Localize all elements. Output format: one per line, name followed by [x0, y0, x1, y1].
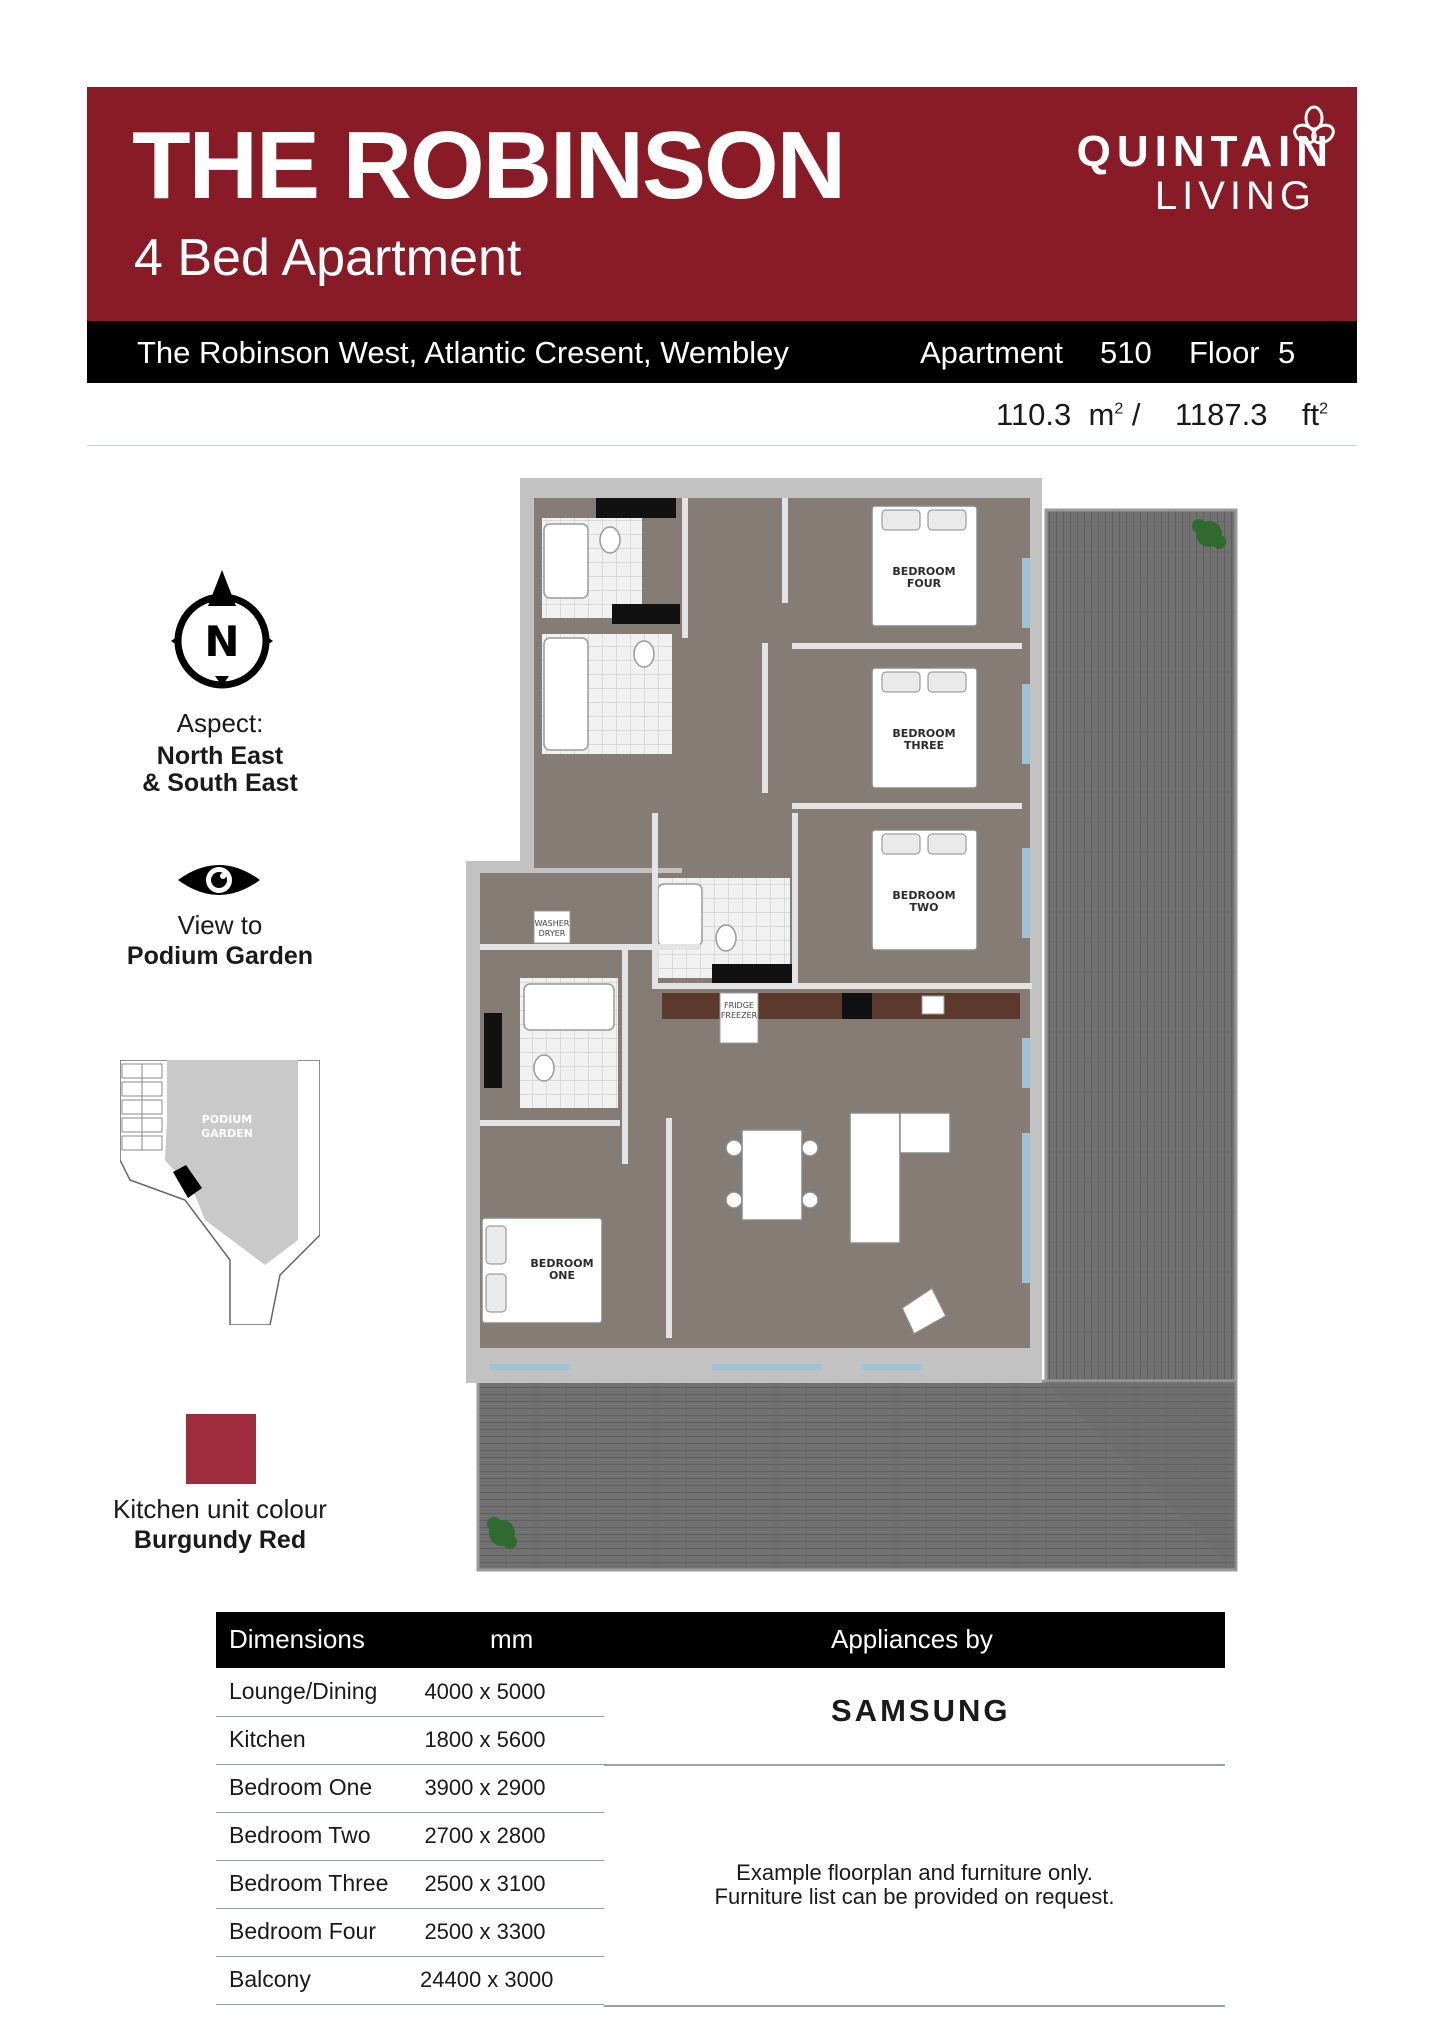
compass-icon: [165, 568, 280, 693]
aspect-value-2: & South East: [142, 769, 298, 797]
room-dimensions: 2700 x 2800: [424, 1823, 546, 1848]
aspect-value: North East: [156, 742, 284, 770]
room-dimensions: 2500 x 3300: [424, 1919, 546, 1944]
disclaimer-note: Example floorplan and furniture only.: [736, 1860, 1093, 1885]
page-subtitle: 4 Bed Apartment: [134, 229, 522, 287]
room-label: TWO: [909, 901, 939, 914]
compass-letter: N: [204, 617, 240, 666]
divider: [87, 445, 1357, 446]
table-row: [216, 1956, 604, 2005]
key-plan: [120, 1060, 320, 1325]
kitchen-colour-label: Kitchen unit colour: [113, 1494, 327, 1524]
room-label: BEDROOM: [892, 889, 956, 902]
room-dimensions: 4000 x 5000: [424, 1679, 546, 1704]
room-label: BEDROOM: [530, 1257, 594, 1270]
fridge-label: FRIDGE: [724, 1001, 754, 1010]
trefoil-icon: [1290, 104, 1338, 152]
area-sqft: 1187.3: [1174, 397, 1268, 432]
area-readout: [996, 397, 1328, 433]
keyplan-label: PODIUM: [201, 1113, 253, 1126]
brand-subname: LIVING: [1154, 174, 1316, 218]
view-label: View to: [177, 910, 263, 940]
divider: [604, 1764, 1225, 1766]
apartment-label: Apartment: [920, 335, 1064, 370]
area-sqft-sup: 2: [1319, 400, 1329, 418]
table-row: [216, 1908, 604, 1957]
floor-label: Floor: [1189, 335, 1260, 370]
disclaimer-note-2: Furniture list can be provided on request.: [714, 1884, 1115, 1909]
brand-name: QUINTAIN: [1076, 127, 1334, 176]
fridge-label-2: FREEZER: [720, 1011, 758, 1020]
table-row: [216, 1860, 604, 1909]
room-name: Lounge/Dining: [229, 1678, 378, 1704]
table-header-dimensions: Dimensions: [229, 1624, 365, 1654]
keyplan-label-2: GARDEN: [201, 1127, 253, 1140]
table-header-appliances: Appliances by: [831, 1624, 993, 1654]
table-row: [216, 1668, 604, 1717]
table-row: [216, 1812, 604, 1861]
area-sqm: 110.3: [996, 397, 1072, 432]
eye-icon: [176, 856, 262, 904]
appliance-brand-logo: SAMSUNG: [831, 1693, 1011, 1728]
room-label: THREE: [903, 739, 945, 752]
washer-label: WASHER: [534, 919, 570, 928]
kitchen-colour-swatch: [186, 1414, 256, 1484]
table-header-mm: mm: [490, 1624, 534, 1654]
area-sqft-unit: ft: [1301, 397, 1320, 432]
room-name: Kitchen: [229, 1726, 306, 1752]
area-separator: /: [1131, 397, 1141, 432]
kitchen-colour-value: Burgundy Red: [133, 1526, 307, 1554]
table-row: [216, 1716, 604, 1765]
room-dimensions: 3900 x 2900: [424, 1775, 546, 1800]
apartment-number: 510: [1100, 335, 1152, 370]
table-row: [216, 1764, 604, 1813]
room-dimensions: 1800 x 5600: [424, 1727, 546, 1752]
room-name: Bedroom Two: [229, 1822, 371, 1848]
area-sqm-unit: m: [1088, 397, 1115, 432]
washer-label-2: DRYER: [538, 929, 566, 938]
room-dimensions: 24400 x 3000: [420, 1967, 554, 1992]
address: The Robinson West, Atlantic Cresent, Wembley: [137, 335, 789, 370]
floor-number: 5: [1278, 335, 1296, 370]
table-header: [216, 1612, 1225, 1668]
room-label: FOUR: [906, 577, 942, 590]
room-dimensions: 2500 x 3100: [424, 1871, 546, 1896]
room-name: Balcony: [229, 1966, 311, 1992]
floorplan: [462, 478, 1242, 1576]
divider: [604, 2005, 1225, 2007]
room-name: Bedroom Four: [229, 1918, 377, 1944]
area-sqm-sup: 2: [1114, 400, 1124, 418]
room-label: ONE: [548, 1269, 576, 1282]
room-name: Bedroom One: [229, 1774, 373, 1800]
room-label: BEDROOM: [892, 727, 956, 740]
aspect-label: Aspect:: [176, 708, 264, 738]
room-name: Bedroom Three: [229, 1870, 389, 1896]
view-value: Podium Garden: [126, 942, 314, 970]
room-label: BEDROOM: [892, 565, 956, 578]
page-title: THE ROBINSON: [132, 112, 845, 219]
